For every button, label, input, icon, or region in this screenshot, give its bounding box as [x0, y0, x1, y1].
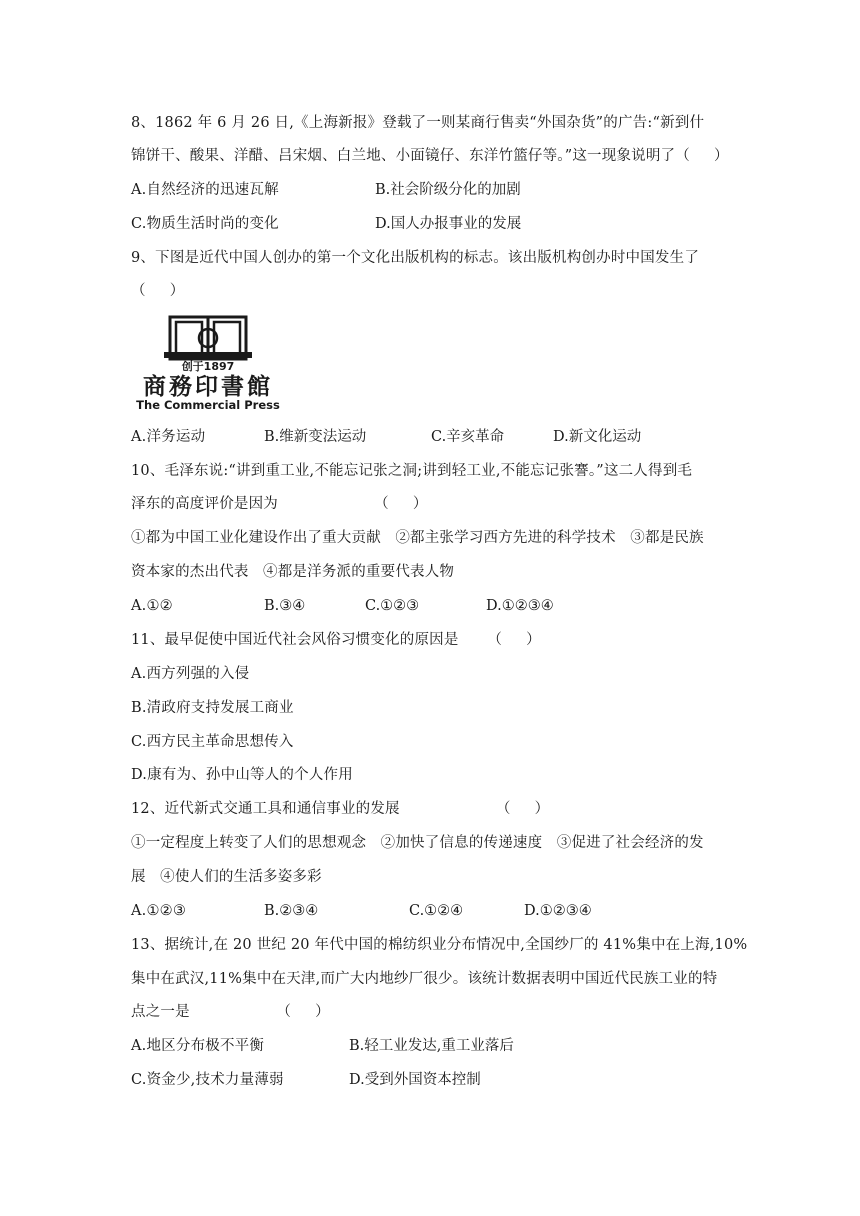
q11-stem: 11、最早促使中国近代社会风俗习惯变化的原因是 （ ）	[131, 632, 541, 648]
q10-option-b: B.③④	[264, 598, 306, 614]
q11-option-c: C.西方民主革命思想传入	[131, 734, 294, 750]
logo-chinese-name: 商務印書館	[143, 373, 273, 400]
q13-option-b: B.轻工业发达,重工业落后	[349, 1038, 514, 1054]
q13-option-c: C.资金少,技术力量薄弱	[131, 1072, 284, 1088]
q12-option-a: A.①②③	[131, 903, 187, 919]
q10-option-a: A.①②	[131, 598, 173, 614]
q12-stem: 12、近代新式交通工具和通信事业的发展 （ ）	[131, 801, 550, 817]
q12-statement-line1: ①一定程度上转变了人们的思想观念 ②加快了信息的传递速度 ③促进了社会经济的发	[131, 835, 704, 851]
q12-option-b: B.②③④	[264, 903, 319, 919]
q10-statement-line2: 资本家的杰出代表 ④都是洋务派的重要代表人物	[131, 564, 455, 580]
q10-stem-line2: 泽东的高度评价是因为 （ ）	[131, 496, 428, 512]
q13-option-d: D.受到外国资本控制	[349, 1072, 481, 1088]
q12-statement-line2: 展 ④使人们的生活多姿多彩	[131, 869, 322, 885]
q10-option-d: D.①②③④	[486, 598, 554, 614]
logo-english-name: The Commercial Press	[136, 398, 280, 412]
q13-stem-line3: 点之一是 （ ）	[131, 1004, 330, 1020]
q8-option-c: C.物质生活时尚的变化	[131, 216, 279, 232]
q11-option-b: B.清政府支持发展工商业	[131, 700, 294, 716]
q10-option-c: C.①②③	[365, 598, 420, 614]
q8-stem-line2: 锦饼干、酸果、洋醋、吕宋烟、白兰地、小面镜仔、东洋竹篮仔等。”这一现象说明了（ ）	[131, 148, 729, 164]
q12-option-c: C.①②④	[409, 903, 464, 919]
q10-statement-line1: ①都为中国工业化建设作出了重大贡献 ②都主张学习西方先进的科学技术 ③都是民族	[131, 530, 704, 546]
q13-stem-line2: 集中在武汉,11%集中在天津,而广大内地纱厂很少。该统计数据表明中国近代民族工业的特	[131, 971, 718, 987]
q9-stem-line1: 9、下图是近代中国人创办的第一个文化出版机构的标志。该出版机构创办时中国发生了	[131, 250, 700, 266]
q8-option-b: B.社会阶级分化的加剧	[375, 182, 521, 198]
q11-option-d: D.康有为、孙中山等人的个人作用	[131, 767, 353, 783]
q10-stem-line1: 10、毛泽东说:“讲到重工业,不能忘记张之洞;讲到轻工业,不能忘记张謇。”这二人得到毛	[131, 463, 693, 479]
q9-option-a: A.洋务运动	[131, 429, 206, 445]
q12-option-d: D.①②③④	[524, 903, 592, 919]
q8-option-a: A.自然经济的迅速瓦解	[131, 182, 279, 198]
commercial-press-logo	[128, 314, 288, 412]
q9-option-d: D.新文化运动	[553, 429, 642, 445]
q13-stem-line1: 13、据统计,在 20 世纪 20 年代中国的棉纺织业分布情况中,全国纱厂的 41%集中在上海,10%	[131, 937, 748, 953]
q8-stem-line1: 8、1862 年 6 月 26 日,《上海新报》登载了一则某商行售卖“外国杂货”的广告:“新到什	[131, 115, 705, 131]
q8-option-d: D.国人办报事业的发展	[375, 216, 522, 232]
q9-option-b: B.维新变法运动	[264, 429, 367, 445]
q9-stem-line2: （ ）	[131, 283, 185, 299]
logo-year-text: 创于1897	[181, 360, 235, 373]
q13-option-a: A.地区分布极不平衡	[131, 1038, 265, 1054]
q11-option-a: A.西方列强的入侵	[131, 666, 250, 682]
q9-option-c: C.辛亥革命	[431, 429, 505, 445]
